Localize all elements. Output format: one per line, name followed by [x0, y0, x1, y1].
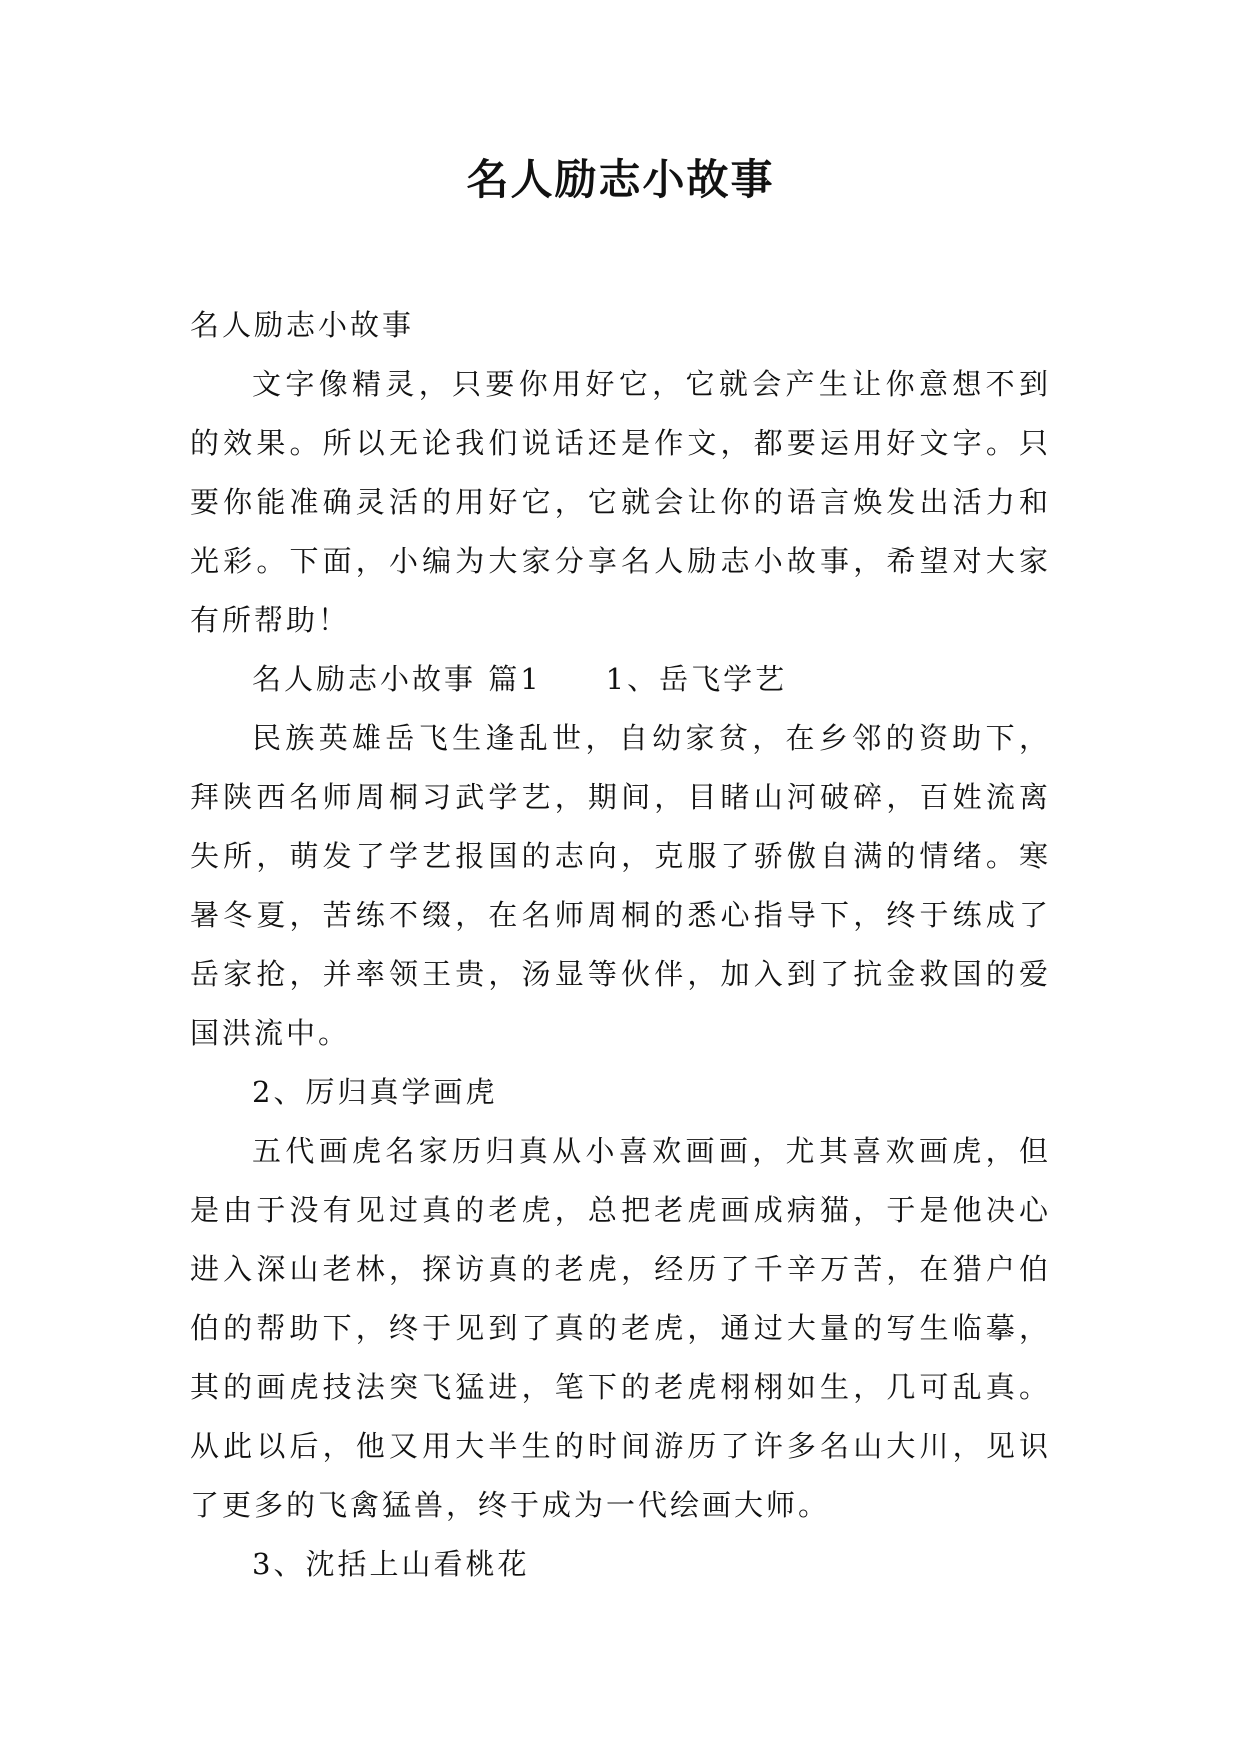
- section-heading-1: 名人励志小故事 篇1 1、岳飞学艺: [252, 662, 788, 696]
- story-paragraph-1: 民族英雄岳飞生逢乱世，自幼家贫，在乡邻的资助下，拜陕西名师周桐习武学艺，期间，目睹山河破碎，百姓流离失所，萌发了学艺报国的志向，克服了骄傲自满的情绪。寒暑冬夏，苦练不缀，在名师周桐的悉心指导下，终于练成了岳家抢，并率领王贵，汤显等伙伴，加入到了抗金救国的爱国洪流中。: [190, 721, 1051, 1050]
- document-title: 名人励志小故事: [466, 155, 775, 204]
- section-heading-3: 3、沈括上山看桃花: [252, 1547, 530, 1581]
- story-paragraph-2: 五代画虎名家历归真从小喜欢画画，尤其喜欢画虎，但是由于没有见过真的老虎，总把老虎画成病猫，于是他决心进入深山老林，探访真的老虎，经历了千辛万苦，在猎户伯伯的帮助下，终于见到了真的老虎，通过大量的写生临摹，其的画虎技法突飞猛进，笔下的老虎栩栩如生，几可乱真。从此以后，他又用大半生的时间游历了许多名山大川，见识了更多的飞禽猛兽，终于成为一代绘画大师。: [190, 1134, 1051, 1522]
- intro-paragraph: 文字像精灵，只要你用好它，它就会产生让你意想不到的效果。所以无论我们说话还是作文，都要运用好文字。只要你能准确灵活的用好它，它就会让你的语言焕发出活力和光彩。下面，小编为大家分享名人励志小故事，希望对大家有所帮助！: [190, 367, 1051, 637]
- document-body: [190, 296, 1051, 1594]
- subtitle-paragraph: 名人励志小故事: [190, 308, 415, 342]
- section-heading-2: 2、厉归真学画虎: [252, 1075, 498, 1109]
